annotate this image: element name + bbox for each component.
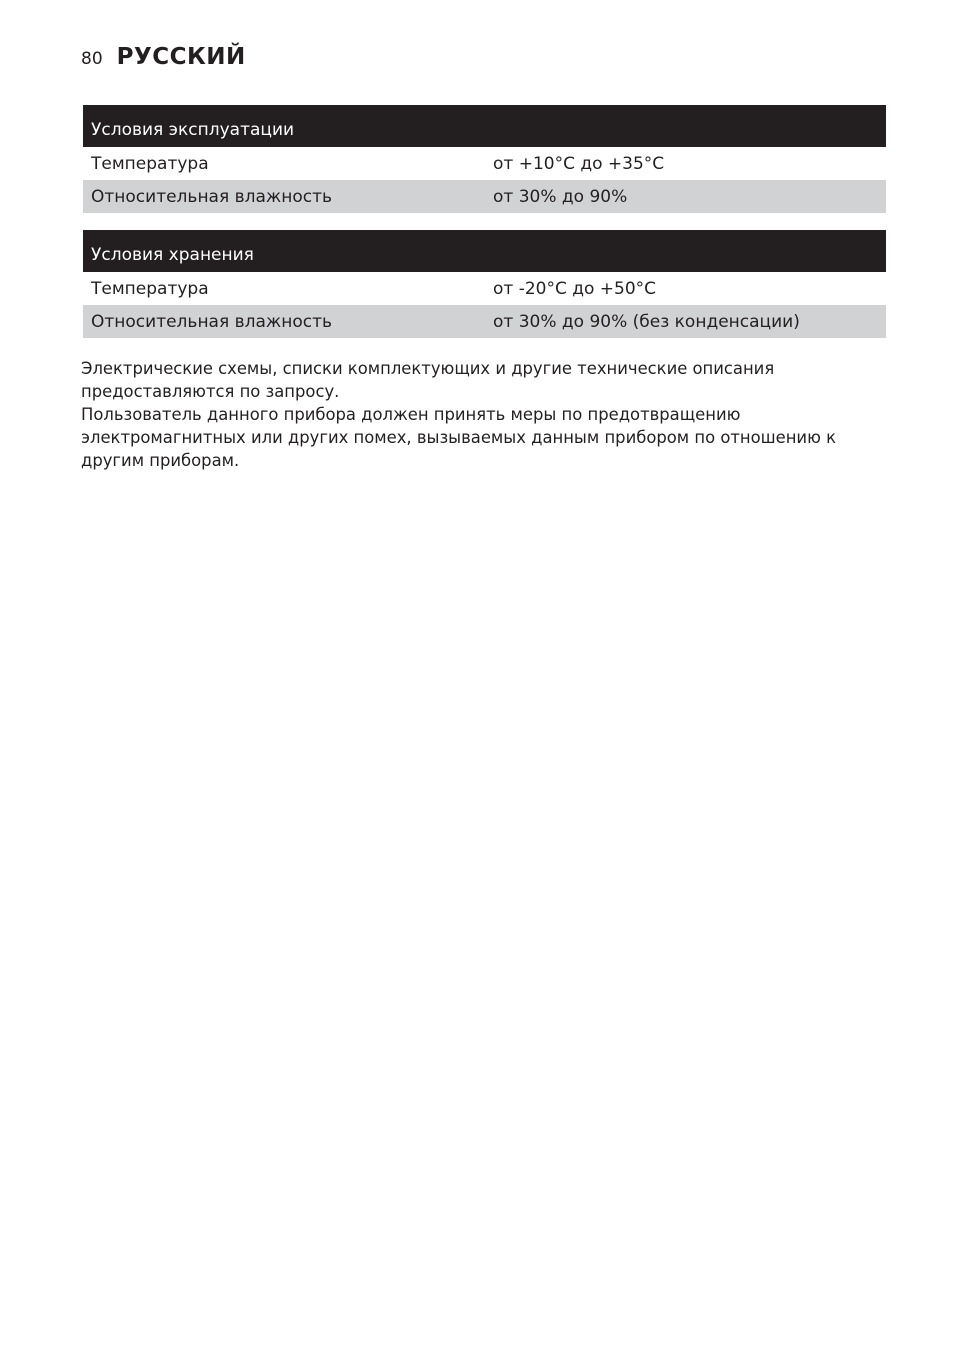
row-value: от 30% до 90% (485, 180, 886, 213)
table-header-row (83, 105, 886, 147)
page-header (81, 44, 246, 76)
table-row (83, 180, 886, 213)
row-value: от +10°C до +35°C (493, 153, 665, 174)
row-value: от 30% до 90% (без конденсации) (485, 305, 886, 338)
storage-conditions-table (83, 230, 886, 338)
storage-conditions-title: Условия хранения (83, 230, 886, 272)
operating-conditions-title: Условия эксплуатации (83, 105, 886, 147)
page-number: 80 (81, 49, 103, 69)
row-label: Температура (91, 278, 209, 299)
table-row (83, 305, 886, 338)
row-label: Температура (91, 153, 209, 174)
table-header-row (83, 230, 886, 272)
section-language-title: РУССКИЙ (116, 44, 246, 70)
table-row (83, 272, 886, 305)
note-paragraph: Пользователь данного прибора должен принять меры по предотвращению электромагнитных или других помех, вызываемых данным прибором по отношению к другим приборам. (81, 405, 836, 470)
notes-section (81, 357, 891, 472)
row-label: Относительная влажность (83, 180, 485, 213)
row-value: от -20°C до +50°C (493, 278, 657, 299)
note-paragraph: Электрические схемы, списки комплектующих и другие технические описания предоставляются по запросу. (81, 359, 775, 401)
row-label: Относительная влажность (83, 305, 485, 338)
operating-conditions-table (83, 105, 886, 213)
table-row (83, 147, 886, 180)
